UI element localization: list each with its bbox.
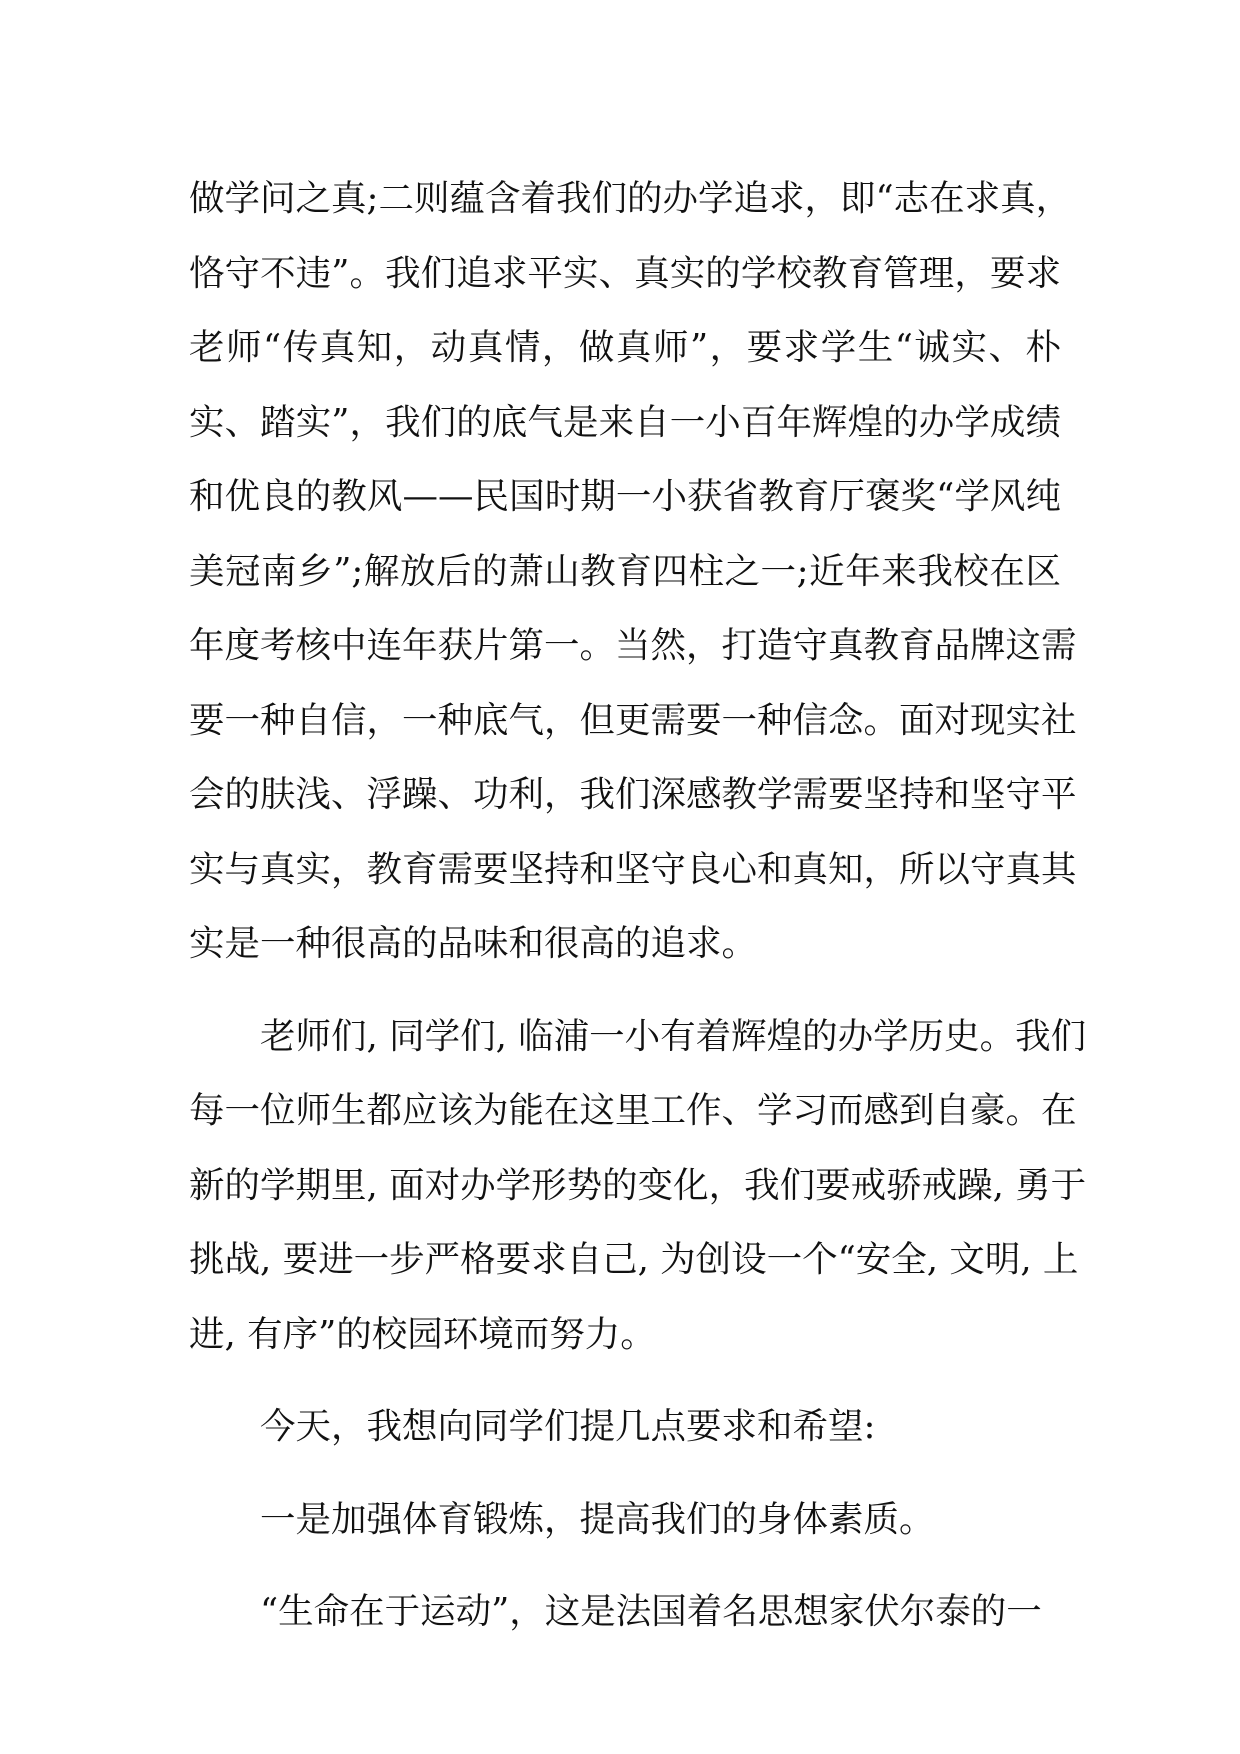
text-line: 要一种自信，一种底气，但更需要一种信念。面对现实社	[189, 699, 1077, 741]
paragraph-gap	[189, 1465, 1061, 1483]
text-line: 进, 有序”的校园环境而努力。	[189, 1313, 656, 1355]
text-line: 一是加强体育锻炼，提高我们的身体素质。	[260, 1498, 935, 1540]
paragraph-gap	[189, 1557, 1061, 1575]
text-line: 今天，我想向同学们提几点要求和希望:	[260, 1406, 876, 1447]
paragraph-requirements-intro	[189, 1390, 1061, 1465]
text-line: 会的肤浅、浮躁、功利，我们深感教学需要坚持和坚守平	[189, 774, 1077, 815]
text-line: 和优良的教风——民国时期一小获省教育厅褒奖“学风纯	[189, 476, 1061, 517]
text-line: 实、踏实”，我们的底气是来自一小百年辉煌的办学成绩	[189, 401, 1061, 443]
text-line: 老师“传真知，动真情，做真师”，要求学生“诚实、朴	[189, 327, 1061, 368]
document-body	[189, 162, 1087, 1650]
paragraph-voltaire-quote	[189, 1575, 1061, 1650]
paragraph-gap	[189, 1372, 1061, 1390]
paragraph-school-history	[189, 1000, 1087, 1373]
text-line: 恪守不违”。我们追求平实、真实的学校教育管理，要求	[189, 252, 1061, 294]
text-line: 老师们, 同学们, 临浦一小有着辉煌的办学历史。我们	[260, 1015, 1087, 1057]
paragraph-gap	[189, 982, 1061, 1000]
text-line: 年度考核中连年获片第一。当然，打造守真教育品牌这需	[189, 625, 1077, 666]
text-line: 实是一种很高的品味和很高的追求。	[189, 923, 758, 964]
text-line: “生命在于运动”，这是法国着名思想家伏尔泰的一	[260, 1591, 1042, 1632]
text-line: 挑战, 要进一步严格要求自己, 为创设一个“安全, 文明, 上	[189, 1239, 1079, 1280]
text-line: 做学问之真;二则蕴含着我们的办学追求，即“志在求真，	[189, 178, 1072, 219]
text-line: 美冠南乡”;解放后的萧山教育四柱之一;近年来我校在区	[189, 550, 1061, 592]
text-line: 每一位师生都应该为能在这里工作、学习而感到自豪。在	[189, 1090, 1077, 1131]
text-line: 新的学期里, 面对办学形势的变化，我们要戒骄戒躁, 勇于	[189, 1164, 1087, 1206]
paragraph-school-philosophy	[189, 162, 1077, 982]
text-line: 实与真实，教育需要坚持和坚守良心和真知，所以守真其	[189, 848, 1077, 890]
paragraph-requirement-one	[189, 1483, 1061, 1558]
